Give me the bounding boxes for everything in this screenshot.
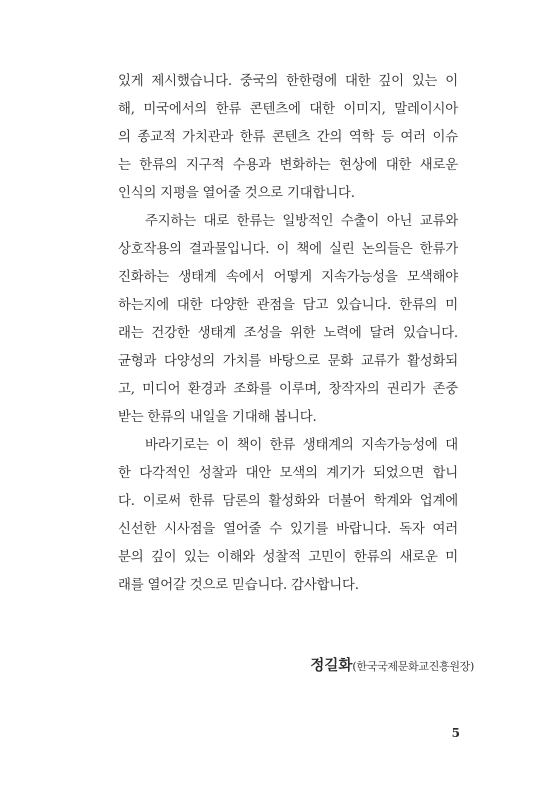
author-signature xyxy=(310,654,474,675)
paragraph-1 xyxy=(118,68,458,208)
text-line: 래를 열어갈 것으로 믿습니다. 감사합니다. xyxy=(118,578,359,593)
page-number: 5 xyxy=(451,726,460,740)
text-line: 주지하는 대로 한류는 일방적인 수출이 아닌 교류와 xyxy=(145,214,458,229)
author-affiliation: (한국국제문화교진흥원장) xyxy=(352,660,474,673)
author-name: 정길화 xyxy=(310,657,353,674)
text-line: 래는 건강한 생태계 조성을 위한 노력에 달려 있습니다. xyxy=(118,326,458,341)
text-line: 해, 미국에서의 한류 콘텐츠에 대한 이미지, 말레이시아 xyxy=(118,102,458,117)
text-line: 의 종교적 가치관과 한류 콘텐츠 간의 역학 등 여러 이슈 xyxy=(118,130,458,145)
text-line: 상호작용의 결과물입니다. 이 책에 실린 논의들은 한류가 xyxy=(118,242,458,257)
text-line: 바라기로는 이 책이 한류 생태계의 지속가능성에 대 xyxy=(145,438,458,453)
text-line: 균형과 다양성의 가치를 바탕으로 문화 교류가 활성화되 xyxy=(118,354,458,369)
text-line: 한 다각적인 성찰과 대안 모색의 계기가 되었으면 합니 xyxy=(118,466,458,481)
paragraph-3 xyxy=(118,432,458,600)
text-line: 분의 깊이 있는 이해와 성찰적 고민이 한류의 새로운 미 xyxy=(118,550,458,565)
text-line: 있게 제시했습니다. 중국의 한한령에 대한 깊이 있는 이 xyxy=(118,74,458,89)
text-line: 진화하는 생태계 속에서 어떻게 지속가능성을 모색해야 xyxy=(118,270,458,285)
text-line: 신선한 시사점을 열어줄 수 있기를 바랍니다. 독자 여러 xyxy=(118,522,458,537)
text-line: 는 한류의 지구적 수용과 변화하는 현상에 대한 새로운 xyxy=(118,158,458,173)
text-line: 하는지에 대한 다양한 관점을 담고 있습니다. 한류의 미 xyxy=(118,298,458,313)
text-line: 인식의 지평을 열어줄 것으로 기대합니다. xyxy=(118,186,355,201)
text-line: 다. 이로써 한류 담론의 활성화와 더불어 학계와 업계에 xyxy=(118,494,458,509)
text-line: 받는 한류의 내일을 기대해 봅니다. xyxy=(118,410,317,425)
body-text xyxy=(118,68,458,600)
paragraph-2 xyxy=(118,208,458,432)
text-line: 고, 미디어 환경과 조화를 이루며, 창작자의 권리가 존중 xyxy=(118,382,458,397)
